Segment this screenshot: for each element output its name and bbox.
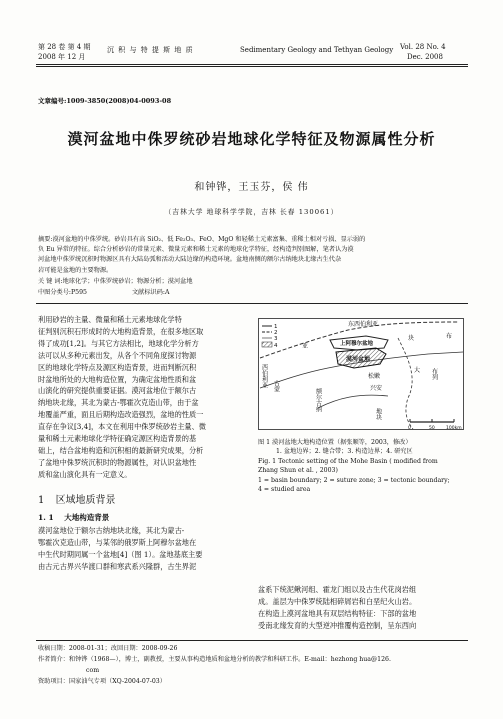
section-number: 1 (38, 495, 45, 506)
journal-en: Sedimentary Geology and Tethyan Geology (240, 46, 394, 54)
header-rule-thin (36, 66, 468, 67)
document-code: 文献标识码:A (132, 289, 170, 296)
text-line: 中生代时期同属一个盆地[4]（图 1）。盆地基底主要 (38, 549, 203, 559)
keywords: 关 键 词:地球化学；中侏罗统砂岩；物源分析；漠河盆地 (38, 278, 193, 285)
map-label: 兴安 (370, 385, 383, 392)
article-id: 文章编号:1009-3850(2008)04-0093-08 (38, 97, 172, 105)
subsection-number: 1. 1 (38, 513, 54, 522)
map-label: 大 (414, 367, 421, 374)
caption-en: Zhang Shun et al. , 2003) (258, 467, 338, 475)
abstract (38, 235, 468, 276)
date-en: Dec. 2008 (407, 53, 443, 61)
tectonic-paragraph-right (258, 584, 468, 632)
abstract-line: 岩可能是盆地的主要物源。 (38, 266, 113, 274)
text-line: 质和盆山演化具有一定意义。 (38, 469, 132, 479)
footer-author-bio-cont: com (86, 667, 100, 674)
caption-cn: 图 1 漠河盆地大地构造位置（据张顺等，2003，修改） (258, 439, 412, 446)
section-1-heading (38, 491, 116, 506)
legend-num: 2 (274, 330, 278, 336)
text-line: 成。盖层为中侏罗统陆相碎屑岩和白垩纪火山岩。 (258, 596, 417, 606)
footer-funding: 资助项目：国家油气专项（XQ-2004-07-03） (38, 678, 166, 685)
section-1-1-heading (38, 512, 109, 523)
map-label: 松嫩 (368, 373, 381, 380)
text-line: 了盆地中侏罗统沉积时的物源属性，对认识盆地性 (38, 457, 197, 467)
footer-author-bio: 作者简介：和钟铧（1968—），博士，副教授，主要从事构造地质和盆地分析的教学和科研工作。E-mail：hezhong hua@126. (38, 656, 391, 663)
clc-number: 中图分类号:P595 (38, 289, 87, 296)
footer-rule (36, 640, 468, 641)
text-line: 征判别沉积石形成时的大地构造背景，在很多地区取 (38, 326, 204, 336)
map-label: 额尔古纳 (314, 388, 322, 412)
map-label: 布列 (430, 368, 438, 380)
abstract-line: 河盆地中侏罗统沉积时物源区具有大陆岛弧和活动大陆边缘的构造环境。盆地南侧的额尔古纳地块北缘古生代杂 (38, 256, 342, 264)
text-line: 区的地球化学特点及源区构造背景，进而判断沉积 (38, 362, 197, 372)
map-label: 西伯利亚 (260, 364, 268, 388)
section-title: 区域地质背景 (55, 495, 116, 506)
tectonic-map-figure (258, 318, 464, 430)
map-label: 古蒙 (272, 380, 280, 392)
text-line: 利用砂岩的主量、微量和稀土元素地球化学特 (38, 315, 182, 324)
text-line: 得了成功[1,2]。与其它方法相比，地球化学分析方 (38, 338, 199, 348)
legend-cn: 1. 盆地边界；2. 缝合带；3. 构造边界；4. 研究区 (276, 448, 413, 456)
text-line: 在构造上漠河盆地具有双层结构特征：下部的盆地 (258, 608, 417, 618)
legend-num: 1 (274, 324, 278, 330)
legend-num: 4 (274, 343, 278, 349)
affiliation: （吉林大学 地球科学学院，吉林 长春 130061） (164, 208, 339, 216)
footer-received: 收稿日期：2008-01-31；改回日期：2008-09-26 (38, 645, 178, 652)
abstract-rule (36, 303, 468, 304)
volume-cn: 第 28 卷 第 4 期 (38, 43, 91, 51)
map-label: 地块 (374, 408, 382, 420)
tectonic-paragraph-left (38, 525, 248, 573)
legend-en: 4 = studied area (258, 486, 311, 494)
abstract-line: 负 Eu 异常的特征。综合分析砂岩的常量元素、微量元素和稀土元素的地球化学特征，经构造判别图解，笔者认为漠 (38, 246, 354, 254)
map-label: 上阿穆尔盆地 (340, 341, 374, 347)
text-line: 地覆盖严重，面且后期构造改造强烈，盆地的性质一 (38, 410, 204, 420)
legend-num: 3 (274, 336, 278, 342)
header-rule (36, 64, 468, 65)
map-label: 亚 (302, 343, 309, 350)
legend-en: 1 = basin boundary; 2 = suture zone; 3 = tectonic boundary; (258, 476, 450, 484)
journal-cn: 沉 积 与 特 提 斯 地 质 (107, 46, 194, 54)
text-line: 漠河盆地位于额尔古纳地块北缘，其北为蒙古- (38, 526, 185, 535)
text-line: 础上，结合盆地构造和沉积相的最新研究成果，分析 (38, 445, 204, 455)
caption-en: Fig. 1 Tectonic setting of the Mohe Basin ( modified from (258, 457, 438, 465)
map-label: 东西伯利亚 (348, 321, 379, 328)
text-line: 由古元古界兴华渡口群和寒武系兴隆群，古生界泥 (38, 561, 197, 571)
text-line: 山演化的研究提供重要证据。漠河盆地位于额尔古 (38, 386, 197, 396)
text-line: 纳地块北缘，其北为蒙古-鄂霍次克造山带，由于盆 (38, 398, 199, 408)
authors: 和钟铧，王玉芬，侯 伟 (194, 182, 309, 193)
text-line: 时盆地所处的大地构造位置，为确定盆地性质和盆 (38, 374, 197, 384)
scale-label: 100km (446, 426, 462, 430)
text-line: 鄂霍次克造山带，与某邻的俄罗斯上阿穆尔盆地在 (38, 537, 197, 547)
legend-symbol (262, 342, 272, 347)
scale-label: 50 (429, 426, 435, 430)
text-line: 法可以从多种元素出发，从各个不同角度探讨物源 (38, 350, 197, 360)
text-line: 受南北缘发育的大型逆冲推覆构造控制，呈东西向 (258, 620, 417, 630)
abstract-line: 摘要:漠河盆地的中侏罗统。砂岩具有高 SiO₂、低 Fe₂O₃、FeO、MgO 和轻稀土元素富集、重稀土相对亏损、显示弱的 (38, 236, 366, 243)
text-line: 盆系下统泥鳅河组、霍龙门组以及古生代花岗岩组 (258, 585, 417, 594)
subsection-title: 大地构造背景 (64, 513, 110, 522)
map-label: 布 (446, 333, 453, 340)
text-line: 直存在争议[3,4]，本文在利用中侏罗统砂岩主量、微 (38, 422, 206, 432)
map-label: 漠河盆地 (346, 356, 371, 363)
scale-label: 0 (408, 426, 411, 430)
intro-paragraph (38, 314, 248, 481)
date-cn: 2008 年 12 月 (38, 53, 86, 61)
text-line: 量和稀土元素地球化学特征确定源区构造背景的基 (38, 434, 197, 444)
map-label: 块 (408, 335, 415, 342)
paper-title: 漠河盆地中侏罗统砂岩地球化学特征及物源属性分析 (67, 130, 436, 148)
figure-caption (258, 438, 464, 494)
volume-en: Vol. 28 No. 4 (400, 43, 446, 51)
